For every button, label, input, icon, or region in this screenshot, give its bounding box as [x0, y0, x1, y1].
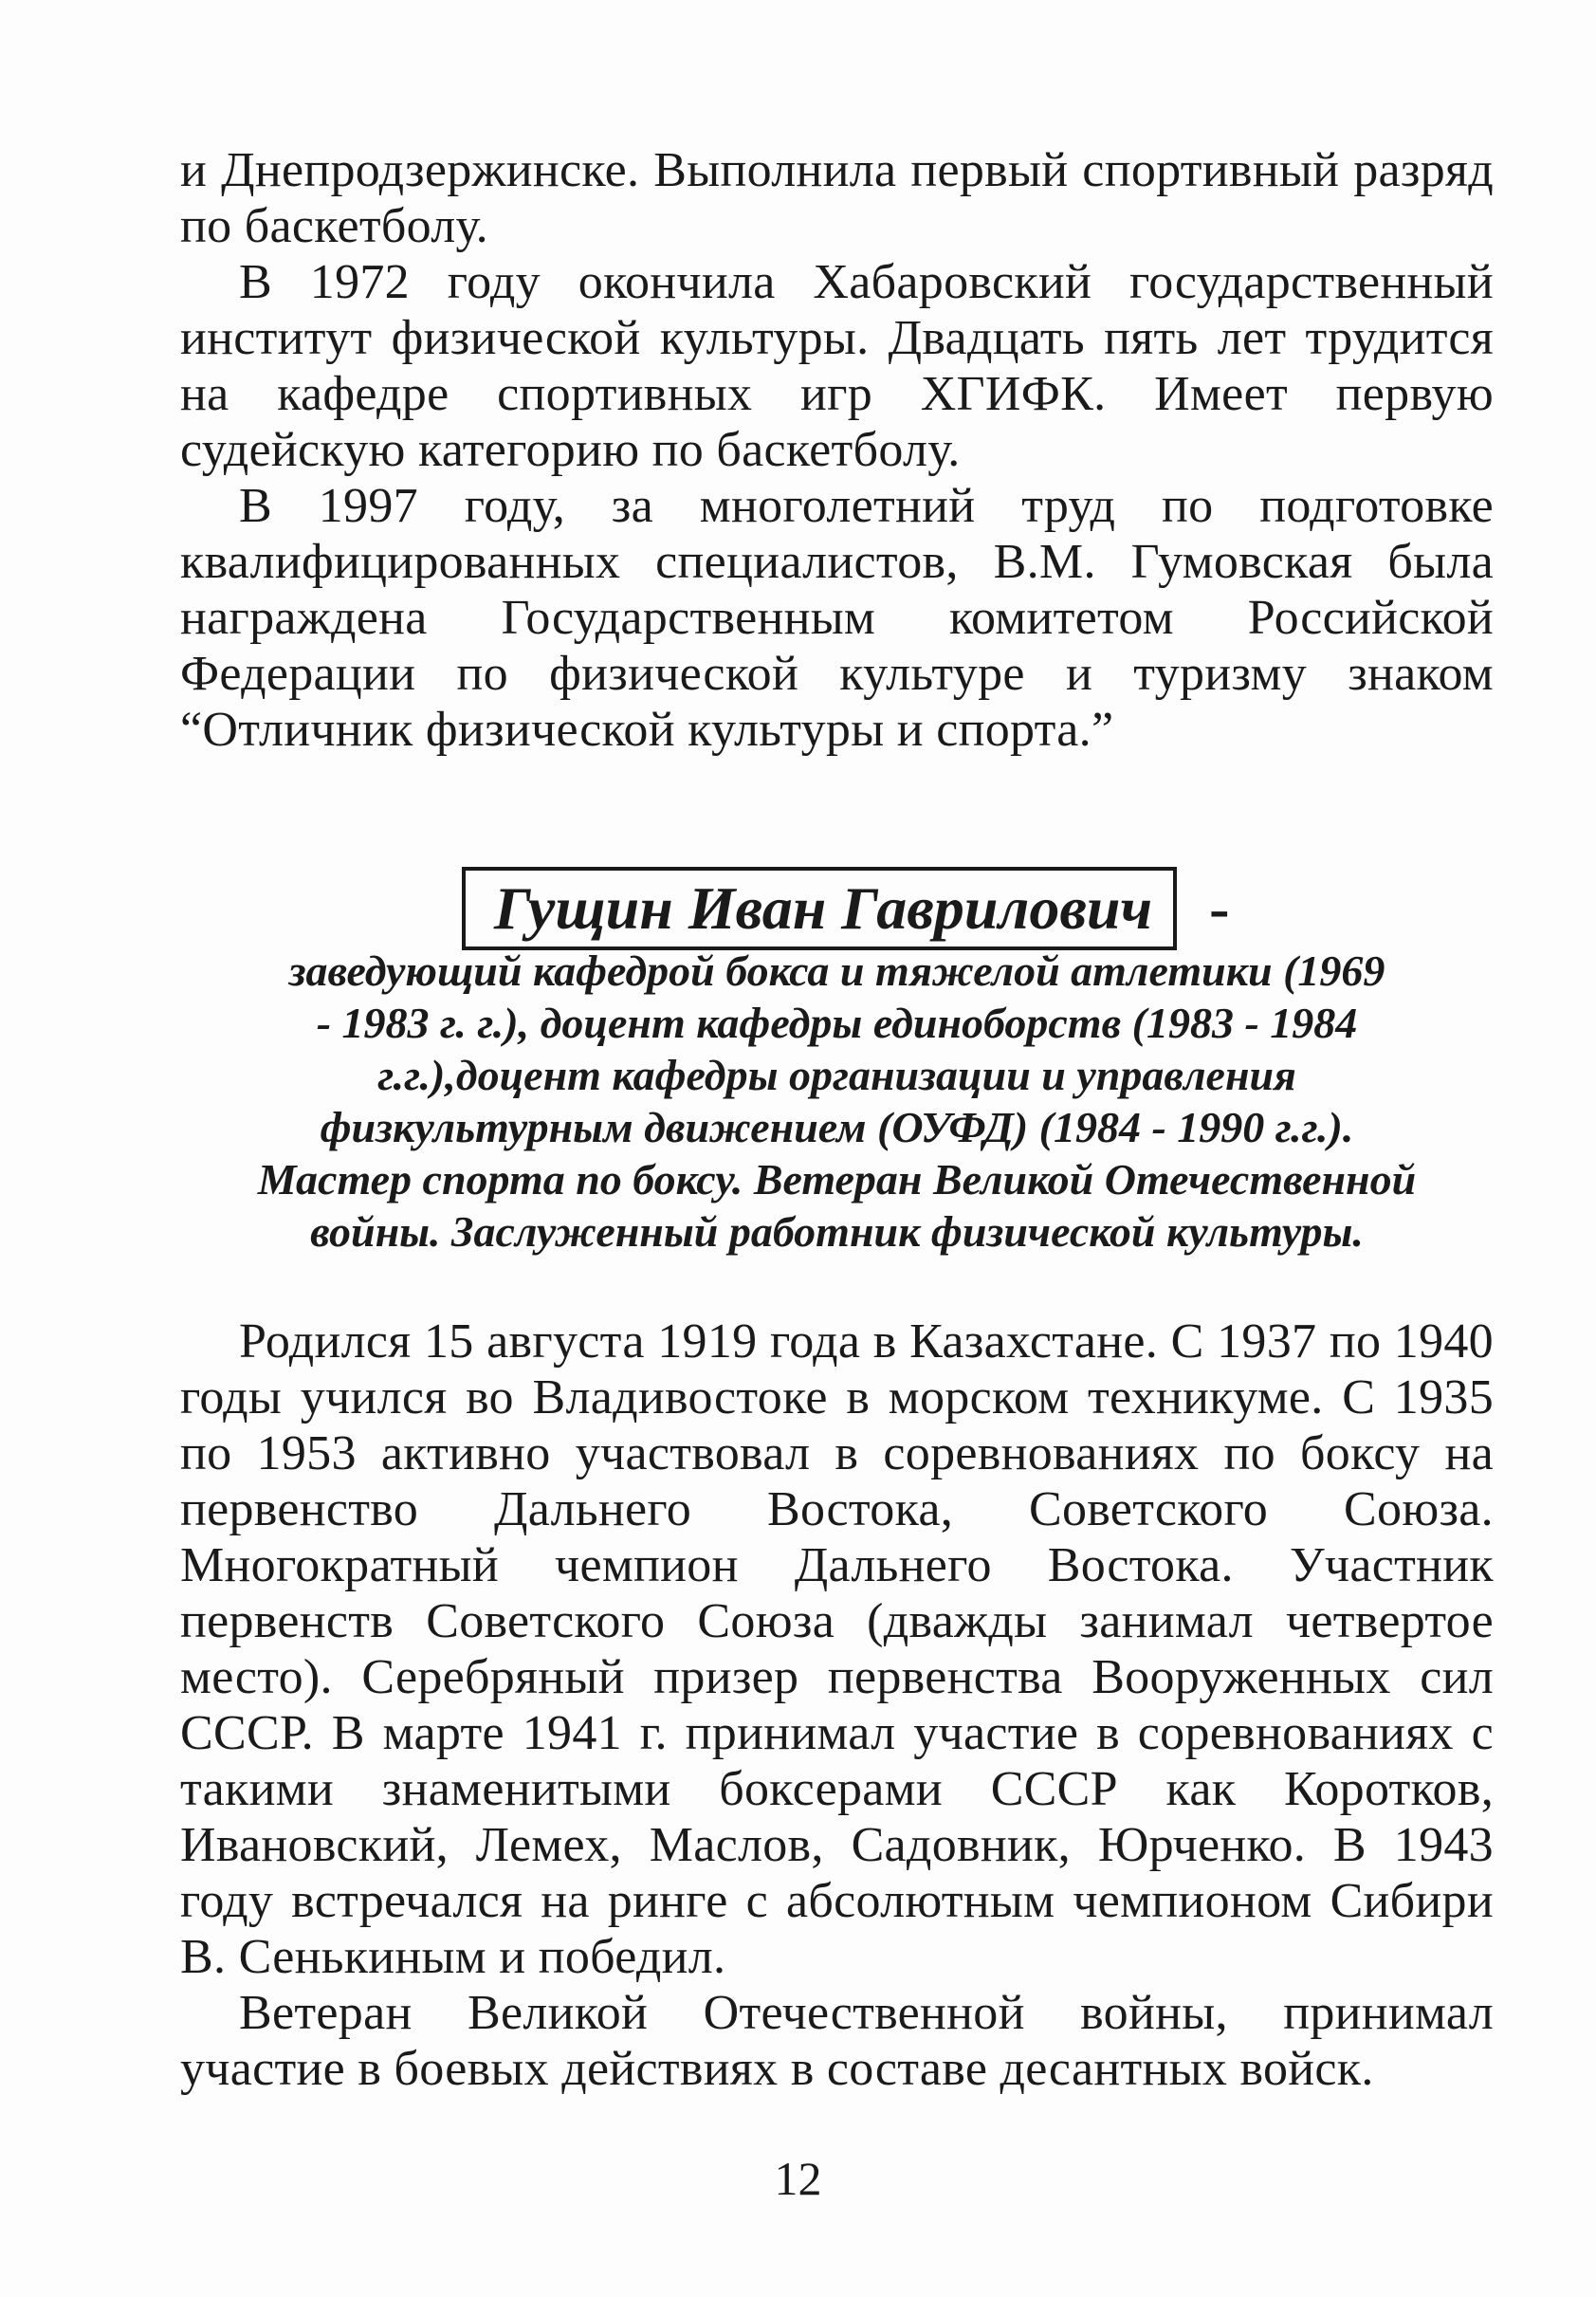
person-heading [462, 865, 1229, 952]
page-number: 12 [774, 2152, 822, 2205]
subtitle-line-6: войны. Заслуженный работник физической культуры. [310, 1207, 1364, 1256]
subtitle-line-4: физкультурным движением (ОУФД) (1984 - 1990 г.г.). [320, 1103, 1354, 1151]
person-name: Гущин Иван Гаврилович [494, 874, 1153, 942]
heading-dash: - [1209, 874, 1230, 942]
intro-paragraph-2: В 1972 году окончила Хабаровский государственный институт физической культуры. Двадцать пять лет трудится на кафедре спортивных игр ХГИФК. Имеет первую судейскую категорию по баскетболу. [180, 255, 1494, 477]
biography-text-block [180, 1314, 1494, 2097]
subtitle-line-3: г.г.),доцент кафедры организации и управления [377, 1051, 1296, 1099]
subtitle-line-2: - 1983 г. г.), доцент кафедры единоборств (1983 - 1984 [316, 999, 1358, 1047]
intro-paragraph-3: В 1997 году, за многолетний труд по подготовке квалифицированных специалистов, В.М. Гумовская была награждена Государственным комитетом Российской Федерации по физической культуре и туризму знаком “Отличник физической культуры и спорта.” [180, 479, 1494, 757]
person-subtitle [180, 945, 1494, 1258]
subtitle-line-5: Мастер спорта по боксу. Ветеран Великой Отечественной [257, 1155, 1417, 1204]
biography-paragraph-2: Ветеран Великой Отечественной войны, принимал участие в боевых действиях в составе десантных войск. [180, 1986, 1494, 2096]
intro-text-block [180, 142, 1494, 758]
intro-paragraph-1: и Днепродзержинске. Выполнила первый спортивный разряд по баскетболу. [180, 143, 1494, 253]
person-name-box [462, 867, 1177, 950]
biography-paragraph-1: Родился 15 августа 1919 года в Казахстане. С 1937 по 1940 годы учился во Владивостоке в морском техникуме. С 1935 по 1953 активно участвовал в соревнованиях по боксу на первенство Дальнего Востока, Советского Союза. Многократный чемпион Дальнего Востока. Участник первенств Советского Союза (дважды занимал четвертое место). Серебряный призер первенства Вооруженных сил СССР. В марте 1941 г. принимал участие в соревнованиях с такими знаменитыми боксерами СССР как Коротков, Ивановский, Лемех, Маслов, Садовник, Юрченко. В 1943 году встречался на ринге с абсолютным чемпионом Сибири В. Сенькиным и победил. [180, 1314, 1494, 1984]
subtitle-line-1: заведующий кафедрой бокса и тяжелой атлетики (1969 [288, 946, 1385, 995]
